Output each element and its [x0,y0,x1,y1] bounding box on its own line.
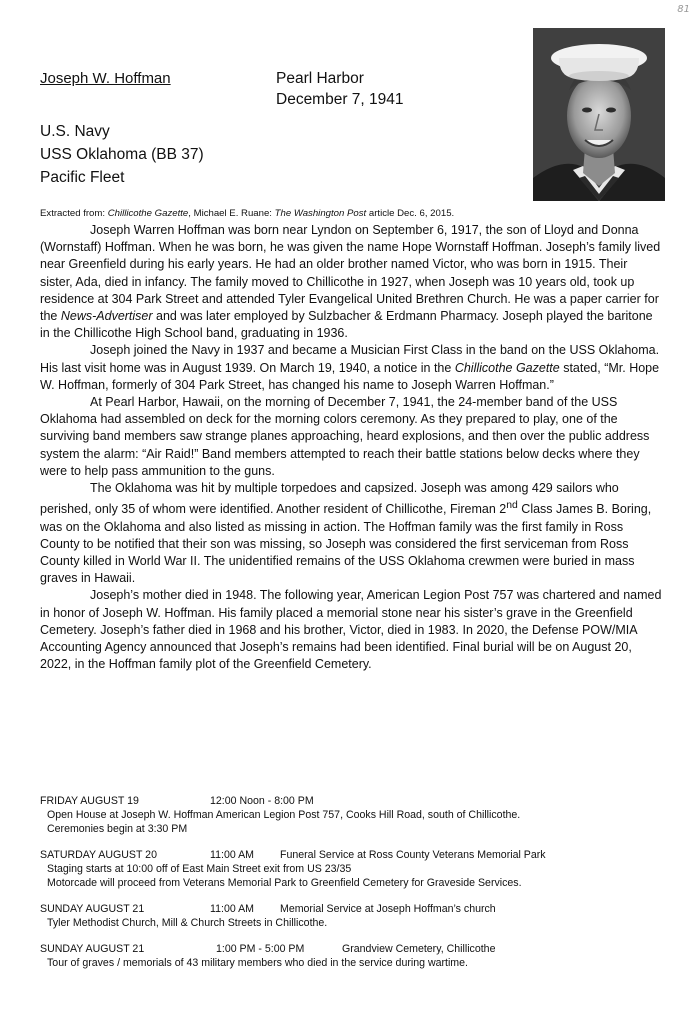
schedule-day: SUNDAY AUGUST 21 [40,903,145,915]
schedule-day: SATURDAY AUGUST 20 [40,849,157,861]
schedule-title: Memorial Service at Joseph Hoffman’s church [280,903,496,915]
ordinal-superscript: nd [506,500,518,512]
sailor-portrait-photo [533,28,665,201]
biography-paragraph-5: Joseph’s mother died in 1948. The following year, American Legion Post 757 was chartered and named in honor of Joseph W. Hoffman. His family placed a memorial stone near his sister’s grave in the Greenfield Cemetery. Joseph’s father died in 1968 and his brother, Victor, died in 1983. In 2020, the Defense POW/MIA Accounting Agency announced that Joseph’s remains had been identified. Final burial will be on August 20, 2022, in the Hoffman family plot of the Greenfield Cemetery. [40,588,662,672]
biography-paragraph-1: Joseph Warren Hoffman was born near Lyndon on September 6, 1917, the son of Lloyd and Donna (Wornstaff) Hoffman. When he was born, he was given the name Hope Wornstaff Hoffman. Joseph’s family lived near Greenfield during his early years. He had an older brother named Victor, who was born in 1915. Their sister, Ada, died in infancy. The family moved to Chillicothe in 1927, when Joseph was 10 years old, took up residence at 304 Park Street and attended Tyler Evangelical United Brethren Church. He was a paper carrier for the News-Advertiser and was later employed by Sulzbacher & Erdmann Pharmacy. Joseph played the baritone in the Chillicothe High School band, graduating in 1936. [40,223,661,341]
source-prefix: Extracted from: [40,208,108,219]
source-publication-post: The Washington Post [274,208,367,219]
schedule-detail: Tyler Methodist Church, Mill & Church Streets in Chillicothe. [47,917,328,929]
biography-paragraph-2: Joseph joined the Navy in 1937 and became a Musician First Class in the band on the USS Oklahoma. His last visit home was in August 1939. On March 19, 1940, a notice in the Chillicothe Gazette stated, “Mr. Hope W. Hoffman, formerly of 304 Park Street, has changed his name to Joseph Warren Hoffman.” [40,343,660,392]
page-number: 81 [677,4,690,15]
service-info [40,120,204,189]
schedule-detail: Motorcade will proceed from Veterans Memorial Park to Greenfield Cemetery for Graveside Services. [47,877,522,889]
event-heading [276,68,404,110]
schedule-item [40,902,670,930]
source-publication-gazette: Chillicothe Gazette [107,208,189,219]
schedule-time: 1:00 PM - 5:00 PM [216,943,305,955]
event-date: December 7, 1941 [276,91,404,108]
source-citation [40,208,670,219]
service-ship: USS Oklahoma (BB 37) [40,146,204,163]
schedule-day: SUNDAY AUGUST 21 [40,943,145,955]
schedule-item [40,794,670,836]
newspaper-name: News-Advertiser [60,309,153,324]
schedule-title: Grandview Cemetery, Chillicothe [342,943,496,955]
event-schedule [40,794,670,982]
source-author: , Michael E. Ruane: [188,208,275,219]
service-fleet: Pacific Fleet [40,169,125,186]
schedule-time: 11:00 AM [210,849,254,861]
schedule-detail: Open House at Joseph W. Hoffman American Legion Post 757, Cooks Hill Road, south of Chillicothe. [47,809,521,821]
biography-text [40,222,662,673]
portrait-illustration [533,28,665,201]
schedule-detail: Ceremonies begin at 3:30 PM [47,823,188,835]
schedule-item [40,848,670,890]
newspaper-name: Chillicothe Gazette [454,360,560,375]
sailor-name: Joseph W. Hoffman [40,70,171,87]
schedule-detail: Tour of graves / memorials of 43 military members who died in the service during wartime. [47,957,468,969]
biography-paragraph-4: The Oklahoma was hit by multiple torpedoes and capsized. Joseph was among 429 sailors who perished, only 35 of whom were identified. Another resident of Chillicothe, Fireman 2nd Class James B. Boring, was on the Oklahoma and also listed as missing in action. The Hoffman family was the first family in Ross County to be notified that their son was missing, so Joseph was considered the first serviceman from Ross County killed in World War II. The unidentified remains of the USS Oklahoma crewmen were buried in mass graves in Hawaii. [40,481,652,586]
schedule-day: FRIDAY AUGUST 19 [40,795,139,807]
service-branch: U.S. Navy [40,123,110,140]
schedule-title: Funeral Service at Ross County Veterans Memorial Park [280,849,546,861]
schedule-detail: Staging starts at 10:00 off of East Main Street exit from US 23/35 [47,863,352,875]
biography-paragraph-3: At Pearl Harbor, Hawaii, on the morning of December 7, 1941, the 24-member band of the USS Oklahoma had assembled on deck for the morning colors ceremony. As they prepared to play, one of the surviving band members saw strange planes approaching, heard explosions, and then over the public address system the alarm: “Air Raid!” Band members attempted to reach their battle stations below decks where they were to help pass ammunition to the guns. [40,395,650,478]
schedule-time: 12:00 Noon - 8:00 PM [210,795,314,807]
schedule-item [40,942,670,970]
source-suffix: article Dec. 6, 2015. [366,208,455,219]
schedule-time: 11:00 AM [210,903,254,915]
event-location: Pearl Harbor [276,70,364,87]
